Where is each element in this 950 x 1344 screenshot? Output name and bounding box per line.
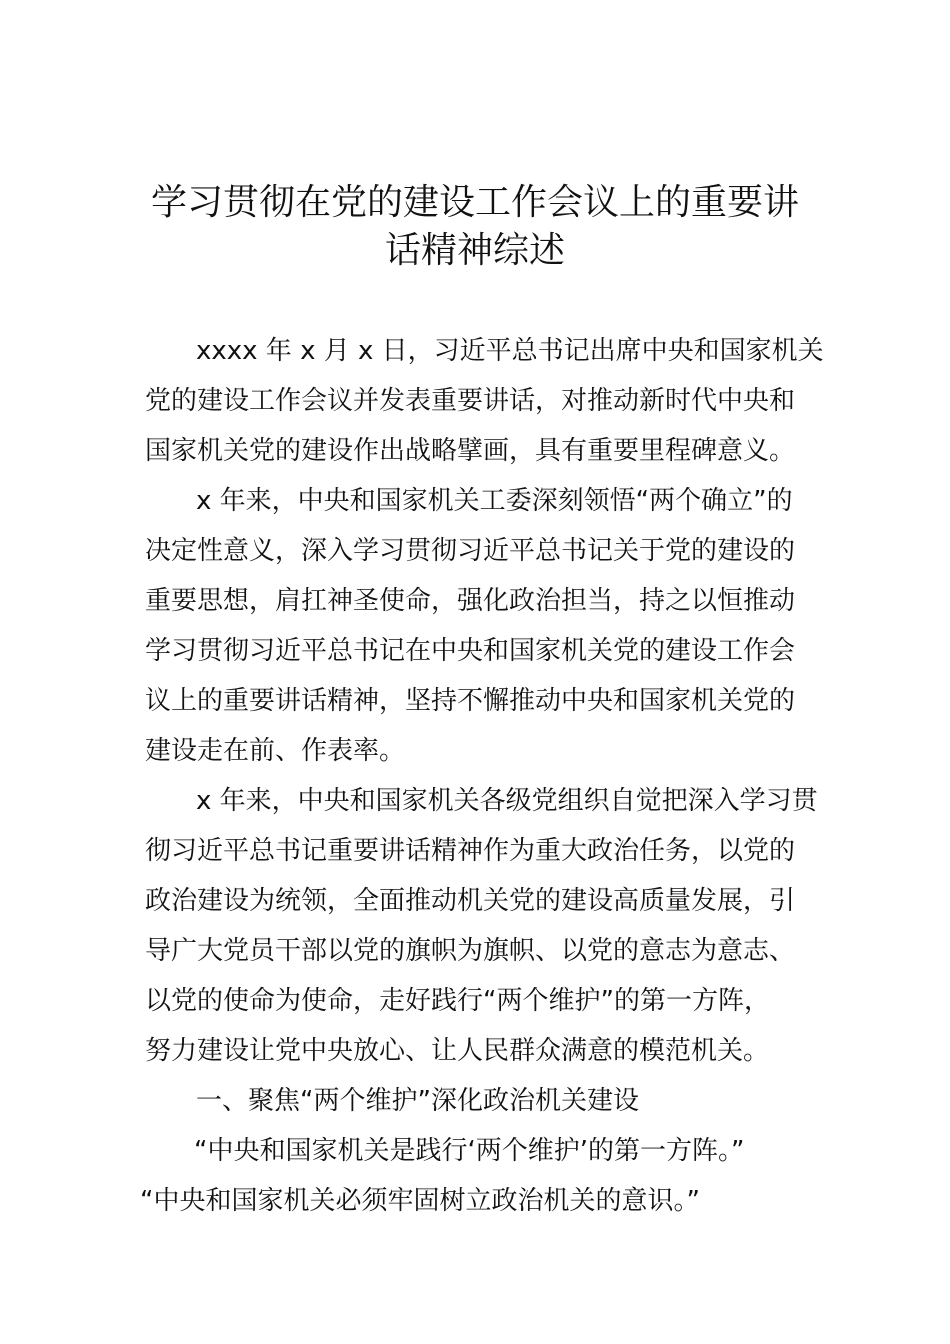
document-title-line-1: 学习贯彻在党的建设工作会议上的重要讲	[150, 182, 799, 223]
paragraph-line: 重要思想，肩扛神圣使命，强化政治担当，持之以恒推动	[145, 586, 796, 616]
paragraph-line: 国家机关党的建设作出战略擘画，具有重要里程碑意义。	[145, 436, 796, 466]
quote-line: “中央和国家机关是践行‘两个维护’的第一方阵。”	[194, 1136, 745, 1166]
paragraph-line: 政治建设为统领，全面推动机关党的建设高质量发展，引	[145, 886, 796, 916]
paragraph-line: x 年来，中央和国家机关各级党组织自觉把深入学习贯	[196, 786, 818, 816]
paragraph-line: 学习贯彻习近平总书记在中央和国家机关党的建设工作会	[145, 636, 796, 666]
paragraph-line: 议上的重要讲话精神，坚持不懈推动中央和国家机关党的	[145, 686, 796, 716]
section-heading: 一、聚焦“两个维护”深化政治机关建设	[196, 1086, 639, 1116]
quote-line: “中央和国家机关必须牢固树立政治机关的意识。”	[140, 1186, 700, 1216]
paragraph-line: 努力建设让党中央放心、让人民群众满意的模范机关。	[145, 1036, 770, 1066]
paragraph-line: xxxx 年 x 月 x 日，习近平总书记出席中央和国家机关	[196, 336, 824, 366]
paragraph-line: 导广大党员干部以党的旗帜为旗帜、以党的意志为意志、	[145, 936, 796, 966]
paragraph-line: 建设走在前、作表率。	[145, 736, 406, 766]
document-title-line-2: 话精神综述	[384, 230, 565, 271]
paragraph-line: x 年来，中央和国家机关工委深刻领悟“两个确立”的	[196, 486, 793, 516]
paragraph-line: 彻习近平总书记重要讲话精神作为重大政治任务，以党的	[145, 836, 796, 866]
paragraph-line: 决定性意义，深入学习贯彻习近平总书记关于党的建设的	[145, 536, 796, 566]
paragraph-line: 以党的使命为使命，走好践行“两个维护”的第一方阵，	[145, 986, 770, 1016]
paragraph-line: 党的建设工作会议并发表重要讲话，对推动新时代中央和	[145, 386, 796, 416]
